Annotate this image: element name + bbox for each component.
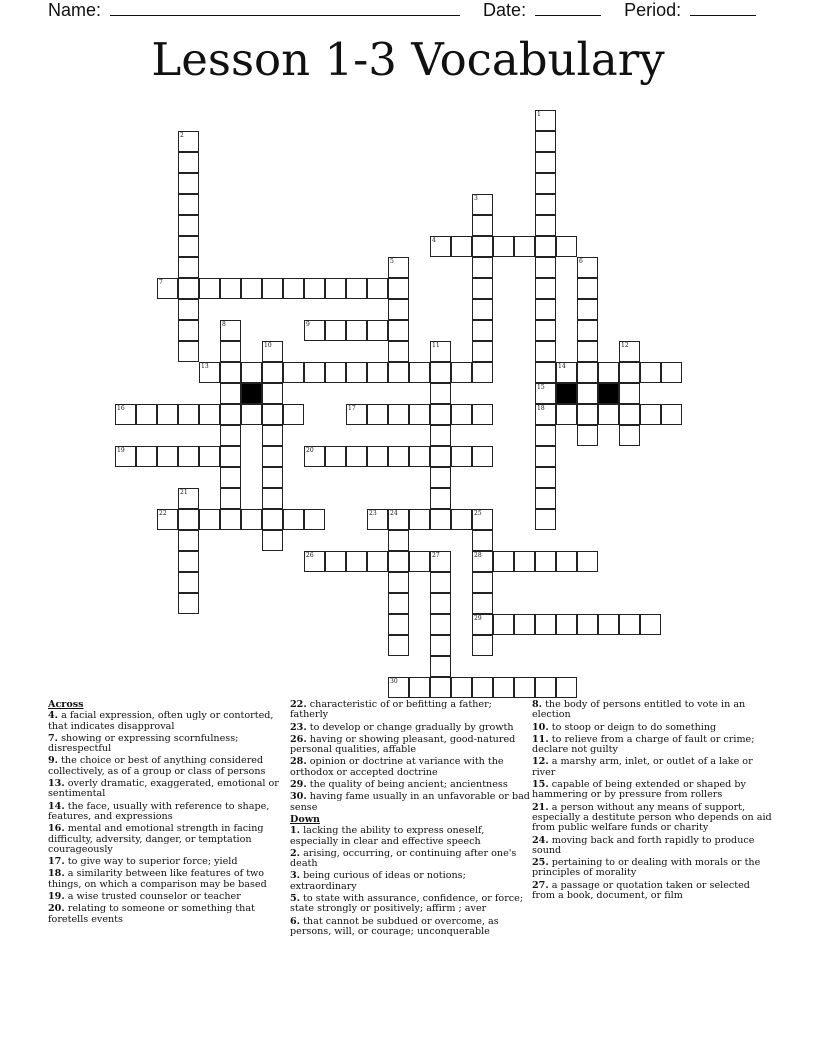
grid-cell[interactable]	[472, 362, 493, 383]
clue-number: 4	[432, 237, 436, 244]
across-clue: 29. the quality of being ancient; ancientness	[290, 779, 508, 791]
blocked-cell	[556, 383, 577, 404]
grid-cell[interactable]	[556, 614, 577, 635]
grid-cell[interactable]	[241, 404, 262, 425]
grid-cell[interactable]	[472, 446, 493, 467]
down-clue: 25. pertaining to or dealing with morals or the principles of morality	[532, 857, 761, 879]
down-clue: 3. being curious of ideas or notions; extraordinary	[290, 870, 466, 892]
clue-number: 26	[306, 552, 314, 559]
grid-cell[interactable]	[262, 467, 283, 488]
grid-cell[interactable]	[346, 278, 367, 299]
grid-cell[interactable]	[388, 404, 409, 425]
grid-cell[interactable]	[535, 194, 556, 215]
grid-cell[interactable]	[619, 614, 640, 635]
across-clue: 18. a similarity between like features of two things, on which a comparison may be based	[48, 868, 267, 890]
down-clue: 8. the body of persons entitled to vote in an election	[532, 699, 746, 721]
grid-cell[interactable]	[346, 446, 367, 467]
grid-cell[interactable]	[430, 572, 451, 593]
grid-cell[interactable]	[640, 362, 661, 383]
down-clue: 12. a marshy arm, inlet, or outlet of a lake or river	[532, 756, 753, 778]
grid-cell[interactable]	[556, 236, 577, 257]
grid-cell[interactable]	[178, 404, 199, 425]
grid-cell[interactable]	[535, 131, 556, 152]
grid-cell[interactable]	[577, 341, 598, 362]
grid-cell[interactable]	[598, 362, 619, 383]
grid-cell[interactable]	[535, 320, 556, 341]
grid-cell[interactable]	[283, 362, 304, 383]
grid-cell[interactable]	[262, 509, 283, 530]
grid-cell[interactable]	[577, 551, 598, 572]
grid-cell[interactable]	[199, 404, 220, 425]
across-clue: 28. opinion or doctrine at variance with the orthodox or accepted doctrine	[290, 756, 504, 778]
grid-cell[interactable]	[325, 278, 346, 299]
grid-cell[interactable]	[577, 614, 598, 635]
clue-number: 22	[159, 510, 167, 517]
grid-cell[interactable]	[535, 173, 556, 194]
grid-cell[interactable]	[577, 320, 598, 341]
clue-number: 20	[306, 447, 314, 454]
grid-cell[interactable]	[535, 677, 556, 698]
grid-cell[interactable]	[283, 509, 304, 530]
grid-cell[interactable]	[577, 404, 598, 425]
clue-number: 16	[117, 405, 125, 412]
grid-cell[interactable]	[619, 383, 640, 404]
grid-cell[interactable]	[178, 152, 199, 173]
grid-cell[interactable]	[367, 362, 388, 383]
clues-column-2	[290, 700, 530, 939]
grid-cell[interactable]	[535, 425, 556, 446]
clue-number: 18	[537, 405, 545, 412]
grid-cell[interactable]	[430, 467, 451, 488]
grid-cell[interactable]	[388, 341, 409, 362]
grid-cell[interactable]	[409, 362, 430, 383]
across-heading: Across	[48, 699, 84, 710]
grid-cell[interactable]	[178, 194, 199, 215]
grid-cell[interactable]	[367, 551, 388, 572]
down-clue: 1. lacking the ability to express oneself, especially in clear and effective speech	[290, 825, 485, 847]
across-clue: 9. the choice or best of anything considered collectively, as of a group or class of persons	[48, 755, 266, 777]
grid-cell[interactable]	[178, 299, 199, 320]
grid-cell[interactable]	[430, 677, 451, 698]
grid-cell[interactable]	[430, 509, 451, 530]
grid-cell[interactable]	[472, 299, 493, 320]
page-title: Lesson 1-3 Vocabulary	[151, 33, 665, 86]
grid-cell[interactable]	[430, 362, 451, 383]
grid-cell[interactable]	[178, 551, 199, 572]
grid-cell[interactable]	[535, 341, 556, 362]
grid-cell[interactable]	[136, 404, 157, 425]
grid-cell[interactable]	[451, 236, 472, 257]
grid-cell[interactable]	[325, 362, 346, 383]
grid-cell[interactable]	[577, 362, 598, 383]
clue-number: 19	[117, 447, 125, 454]
across-clue: 26. having or showing pleasant, good-natured personal qualities, affable	[290, 733, 516, 756]
grid-cell[interactable]	[220, 362, 241, 383]
blocked-cell	[241, 383, 262, 404]
across-clue: 23. to develop or change gradually by growth	[290, 721, 514, 733]
grid-cell[interactable]	[388, 530, 409, 551]
grid-cell[interactable]	[388, 551, 409, 572]
grid-cell[interactable]	[619, 425, 640, 446]
grid-cell[interactable]	[325, 551, 346, 572]
grid-cell[interactable]	[430, 446, 451, 467]
grid-cell[interactable]	[262, 362, 283, 383]
grid-cell[interactable]	[535, 362, 556, 383]
grid-cell[interactable]	[283, 278, 304, 299]
grid-cell[interactable]	[577, 299, 598, 320]
grid-cell[interactable]	[430, 635, 451, 656]
grid-cell[interactable]	[577, 425, 598, 446]
blocked-cell	[598, 383, 619, 404]
clue-number: 1	[537, 111, 541, 118]
grid-cell[interactable]	[220, 488, 241, 509]
grid-cell[interactable]	[262, 530, 283, 551]
grid-cell[interactable]	[430, 404, 451, 425]
grid-cell[interactable]	[304, 509, 325, 530]
across-clue: 17. to give way to superior force; yield	[48, 856, 238, 868]
grid-cell[interactable]	[220, 341, 241, 362]
grid-cell[interactable]	[367, 404, 388, 425]
grid-cell[interactable]	[388, 614, 409, 635]
grid-cell[interactable]	[472, 530, 493, 551]
grid-cell[interactable]	[451, 404, 472, 425]
name-label: Name:	[48, 0, 102, 20]
grid-cell[interactable]	[220, 383, 241, 404]
grid-cell[interactable]	[178, 509, 199, 530]
grid-cell[interactable]	[472, 593, 493, 614]
grid-cell[interactable]	[241, 278, 262, 299]
grid-cell[interactable]	[493, 614, 514, 635]
grid-cell[interactable]	[388, 320, 409, 341]
grid-cell[interactable]	[262, 404, 283, 425]
grid-cell[interactable]	[493, 677, 514, 698]
clue-number: 21	[180, 489, 188, 496]
grid-cell[interactable]	[262, 383, 283, 404]
clue-number: 29	[474, 615, 482, 622]
clue-number: 9	[306, 321, 310, 328]
grid-cell[interactable]	[535, 467, 556, 488]
grid-cell[interactable]	[178, 572, 199, 593]
grid-cell[interactable]	[304, 362, 325, 383]
grid-cell[interactable]	[178, 593, 199, 614]
grid-cell[interactable]	[262, 446, 283, 467]
grid-cell[interactable]	[451, 362, 472, 383]
clue-number: 3	[474, 195, 478, 202]
grid-cell[interactable]	[388, 362, 409, 383]
clues-column-1	[48, 700, 288, 927]
grid-cell[interactable]	[178, 278, 199, 299]
clue-number: 8	[222, 321, 226, 328]
down-clue: 10. to stoop or deign to do something	[532, 721, 717, 733]
grid-cell[interactable]	[430, 488, 451, 509]
grid-cell[interactable]	[472, 635, 493, 656]
grid-cell[interactable]	[178, 173, 199, 194]
grid-cell[interactable]	[199, 278, 220, 299]
grid-cell[interactable]	[472, 572, 493, 593]
grid-cell[interactable]	[178, 341, 199, 362]
grid-cell[interactable]	[241, 509, 262, 530]
grid-cell[interactable]	[661, 362, 682, 383]
grid-cell[interactable]	[514, 614, 535, 635]
grid-cell[interactable]	[262, 278, 283, 299]
across-clue: 4. a facial expression, often ugly or contorted, that indicates disapproval	[48, 710, 274, 732]
grid-cell[interactable]	[472, 404, 493, 425]
grid-cell[interactable]	[430, 656, 451, 677]
grid-cell[interactable]	[535, 257, 556, 278]
grid-cell[interactable]	[367, 278, 388, 299]
grid-cell[interactable]	[388, 572, 409, 593]
grid-cell[interactable]	[178, 257, 199, 278]
grid-cell[interactable]	[430, 425, 451, 446]
across-clue: 19. a wise trusted counselor or teacher	[48, 891, 241, 903]
grid-cell[interactable]	[157, 404, 178, 425]
grid-cell[interactable]	[199, 446, 220, 467]
clue-number: 25	[474, 510, 482, 517]
grid-cell[interactable]	[262, 488, 283, 509]
grid-cell[interactable]	[556, 404, 577, 425]
grid-cell[interactable]	[241, 362, 262, 383]
clues-column-3	[532, 700, 772, 903]
down-clue: 6. that cannot be subdued or overcome, as persons, will, or courage; unconquerable	[290, 915, 499, 937]
across-clue: 16. mental and emotional strength in facing difficulty, adversity, danger, or temptation courageously	[48, 823, 264, 855]
grid-cell[interactable]	[346, 320, 367, 341]
grid-cell[interactable]	[178, 446, 199, 467]
grid-cell[interactable]	[430, 614, 451, 635]
grid-cell[interactable]	[283, 404, 304, 425]
grid-cell[interactable]	[178, 320, 199, 341]
across-clue: 7. showing or expressing scornfulness; disrespectful	[48, 732, 239, 755]
clue-number: 30	[390, 678, 398, 685]
grid-cell[interactable]	[577, 278, 598, 299]
grid-cell[interactable]	[409, 446, 430, 467]
grid-cell[interactable]	[661, 404, 682, 425]
grid-cell[interactable]	[262, 425, 283, 446]
down-clue: 21. a person without any means of support, especially a destitute person who depends on aid from public welfare funds or charity	[532, 801, 772, 834]
period-label: Period:	[624, 0, 682, 20]
down-clue: 11. to relieve from a charge of fault or crime; declare not guilty	[532, 733, 755, 756]
grid-cell[interactable]	[640, 404, 661, 425]
across-clue: 30. having fame usually in an unfavorable or bad sense	[290, 791, 530, 813]
grid-cell[interactable]	[472, 215, 493, 236]
grid-cell[interactable]	[409, 509, 430, 530]
grid-cell[interactable]	[598, 404, 619, 425]
grid-cell[interactable]	[367, 320, 388, 341]
grid-cell[interactable]	[535, 509, 556, 530]
down-clue: 2. arising, occurring, or continuing after one's death	[290, 847, 517, 870]
grid-cell[interactable]	[430, 593, 451, 614]
grid-cell[interactable]	[472, 257, 493, 278]
grid-cell[interactable]	[178, 215, 199, 236]
grid-cell[interactable]	[220, 278, 241, 299]
grid-cell[interactable]	[346, 362, 367, 383]
grid-cell[interactable]	[535, 236, 556, 257]
grid-cell[interactable]	[535, 488, 556, 509]
clue-number: 6	[579, 258, 583, 265]
grid-cell[interactable]	[535, 446, 556, 467]
clue-number: 15	[537, 384, 545, 391]
clue-number: 7	[159, 279, 163, 286]
grid-cell[interactable]	[346, 551, 367, 572]
grid-cell[interactable]	[157, 446, 178, 467]
grid-cell[interactable]	[535, 551, 556, 572]
down-clue: 24. moving back and forth rapidly to produce sound	[532, 834, 755, 856]
across-clue: 14. the face, usually with reference to shape, features, and expressions	[48, 800, 270, 822]
down-clue: 15. capable of being extended or shaped by hammering or by pressure from rollers	[532, 779, 746, 801]
grid-cell[interactable]	[430, 383, 451, 404]
grid-cell[interactable]	[388, 635, 409, 656]
grid-cell[interactable]	[535, 152, 556, 173]
grid-cell[interactable]	[220, 425, 241, 446]
across-clue: 13. overly dramatic, exaggerated, emotional or sentimental	[48, 778, 279, 800]
grid-cell[interactable]	[220, 467, 241, 488]
grid-cell[interactable]	[619, 404, 640, 425]
clue-number: 23	[369, 510, 377, 517]
grid-cell[interactable]	[220, 509, 241, 530]
grid-cell[interactable]	[472, 341, 493, 362]
clue-number: 14	[558, 363, 566, 370]
grid-cell[interactable]	[514, 551, 535, 572]
clue-number: 11	[432, 342, 440, 349]
across-clue: 22. characteristic of or befitting a father; fatherly	[290, 699, 492, 721]
grid-cell[interactable]	[514, 236, 535, 257]
down-clue: 5. to state with assurance, confidence, or force; state strongly or positively; affirm ; aver	[290, 893, 524, 915]
grid-cell[interactable]	[388, 593, 409, 614]
grid-cell[interactable]	[388, 446, 409, 467]
grid-cell[interactable]	[535, 614, 556, 635]
grid-cell[interactable]	[451, 509, 472, 530]
grid-cell[interactable]	[535, 215, 556, 236]
grid-cell[interactable]	[556, 677, 577, 698]
grid-cell[interactable]	[493, 236, 514, 257]
down-clue: 27. a passage or quotation taken or selected from a book, document, or film	[532, 879, 750, 902]
down-heading: Down	[290, 813, 320, 825]
grid-cell[interactable]	[535, 278, 556, 299]
clue-number: 5	[390, 258, 394, 265]
grid-cell[interactable]	[367, 446, 388, 467]
grid-cell[interactable]	[640, 614, 661, 635]
grid-cell[interactable]	[619, 362, 640, 383]
date-label: Date:	[483, 0, 527, 20]
clue-number: 10	[264, 342, 272, 349]
grid-cell[interactable]	[472, 320, 493, 341]
grid-cell[interactable]	[535, 299, 556, 320]
grid-cell[interactable]	[220, 404, 241, 425]
grid-cell[interactable]	[388, 278, 409, 299]
clue-number: 13	[201, 363, 209, 370]
grid-cell[interactable]	[178, 530, 199, 551]
clue-number: 2	[180, 132, 184, 139]
grid-cell[interactable]	[325, 320, 346, 341]
grid-cell[interactable]	[472, 278, 493, 299]
grid-cell[interactable]	[304, 278, 325, 299]
grid-cell[interactable]	[556, 551, 577, 572]
clue-number: 12	[621, 342, 629, 349]
grid-cell[interactable]	[514, 677, 535, 698]
grid-cell[interactable]	[577, 383, 598, 404]
clue-number: 17	[348, 405, 356, 412]
across-clue: 20. relating to someone or something that foretells events	[48, 903, 255, 925]
grid-cell[interactable]	[493, 551, 514, 572]
grid-cell[interactable]	[325, 446, 346, 467]
grid-cell[interactable]	[199, 509, 220, 530]
grid-cell[interactable]	[472, 677, 493, 698]
grid-cell[interactable]	[409, 551, 430, 572]
grid-cell[interactable]	[178, 236, 199, 257]
grid-cell[interactable]	[409, 677, 430, 698]
grid-cell[interactable]	[451, 677, 472, 698]
clue-number: 27	[432, 552, 440, 559]
grid-cell[interactable]	[409, 404, 430, 425]
grid-cell[interactable]	[598, 614, 619, 635]
clue-number: 28	[474, 552, 482, 559]
grid-cell[interactable]	[220, 446, 241, 467]
grid-cell[interactable]	[388, 299, 409, 320]
clue-number: 24	[390, 510, 398, 517]
grid-cell[interactable]	[472, 236, 493, 257]
grid-cell[interactable]	[136, 446, 157, 467]
grid-cell[interactable]	[451, 446, 472, 467]
